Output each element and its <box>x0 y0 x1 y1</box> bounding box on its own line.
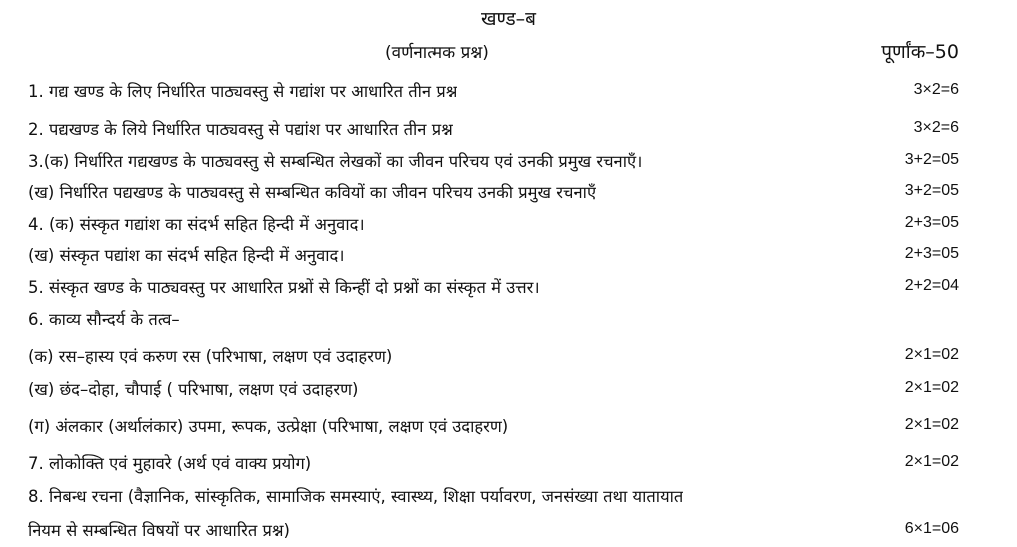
question-row <box>28 240 959 268</box>
question-text: नियम से सम्बन्धित विषयों पर आधारित प्रश्न) <box>28 520 290 540</box>
question-text: 4. (क) संस्कृत गद्यांश का संदर्भ सहित हिन्दी में अनुवाद। <box>28 214 365 234</box>
question-marks: 3+2=05 <box>904 151 959 168</box>
question-marks: 3+2=05 <box>904 182 959 199</box>
question-row <box>28 177 959 205</box>
question-marks: 3×2=6 <box>913 119 959 136</box>
section-subtitle: (वर्णनात्मक प्रश्न) <box>385 43 489 63</box>
question-text: 2. पद्यखण्ड के लिये निर्धारित पाठ्यवस्तु से पद्यांश पर आधारित तीन प्रश्न <box>28 119 453 139</box>
question-text: 5. संस्कृत खण्ड के पाठ्यवस्तु पर आधारित प्रश्नों से किन्हीं दो प्रश्नों का संस्कृत में उत्तर। <box>28 277 540 297</box>
question-row <box>28 146 959 174</box>
question-marks: 2×1=02 <box>904 453 959 470</box>
section-title: खण्ड–ब <box>480 8 537 30</box>
question-row <box>28 76 959 104</box>
question-marks: 2+3=05 <box>904 214 959 231</box>
question-text: (ख) निर्धारित पद्यखण्ड के पाठ्यवस्तु से सम्बन्धित कवियों का जीवन परिचय उनकी प्रमुख रचनाएँ <box>28 182 597 202</box>
full-marks: पूर्णांक–50 <box>881 41 959 63</box>
question-row <box>28 481 959 509</box>
question-text: (ख) छंद–दोहा, चौपाई ( परिभाषा, लक्षण एवं उदाहरण) <box>28 379 359 399</box>
question-text: 7. लोकोक्ति एवं मुहावरे (अर्थ एवं वाक्य प्रयोग) <box>28 453 312 473</box>
question-marks: 6×1=06 <box>904 520 959 537</box>
question-text: 3.(क) निर्धारित गद्यखण्ड के पाठ्यवस्तु से सम्बन्धित लेखकों का जीवन परिचय एवं उनकी प्रमुख रचनाएँ। <box>28 151 643 171</box>
question-row <box>28 411 959 439</box>
question-text: (ग) अंलकार (अर्थालंकार) उपमा, रूपक, उत्प्रेक्षा (परिभाषा, लक्षण एवं उदाहरण) <box>28 416 509 436</box>
question-row <box>28 374 959 402</box>
question-text: (क) रस–हास्य एवं करुण रस (परिभाषा, लक्षण एवं उदाहरण) <box>28 346 393 366</box>
question-text: 1. गद्य खण्ड के लिए निर्धारित पाठ्यवस्तु से गद्यांश पर आधारित तीन प्रश्न <box>28 81 458 101</box>
question-marks: 2+3=05 <box>904 245 959 262</box>
question-text: (ख) संस्कृत पद्यांश का संदर्भ सहित हिन्दी में अनुवाद। <box>28 245 345 265</box>
question-row <box>28 448 959 476</box>
question-row <box>28 272 959 300</box>
question-row <box>28 114 959 142</box>
question-text: 8. निबन्ध रचना (वैज्ञानिक, सांस्कृतिक, सामाजिक समस्याएं, स्वास्थ्य, शिक्षा पर्यावरण, जनसंख्या तथा यातायात <box>28 486 684 506</box>
question-marks: 2×1=02 <box>904 379 959 396</box>
question-marks: 2×1=02 <box>904 416 959 433</box>
question-marks: 2×1=02 <box>904 346 959 363</box>
question-row <box>28 209 959 237</box>
question-row <box>28 341 959 369</box>
question-marks: 3×2=6 <box>913 81 959 98</box>
question-row <box>28 515 959 543</box>
question-text: 6. काव्य सौन्दर्य के तत्व– <box>28 309 180 329</box>
question-row <box>28 304 959 332</box>
question-marks: 2+2=04 <box>904 277 959 294</box>
